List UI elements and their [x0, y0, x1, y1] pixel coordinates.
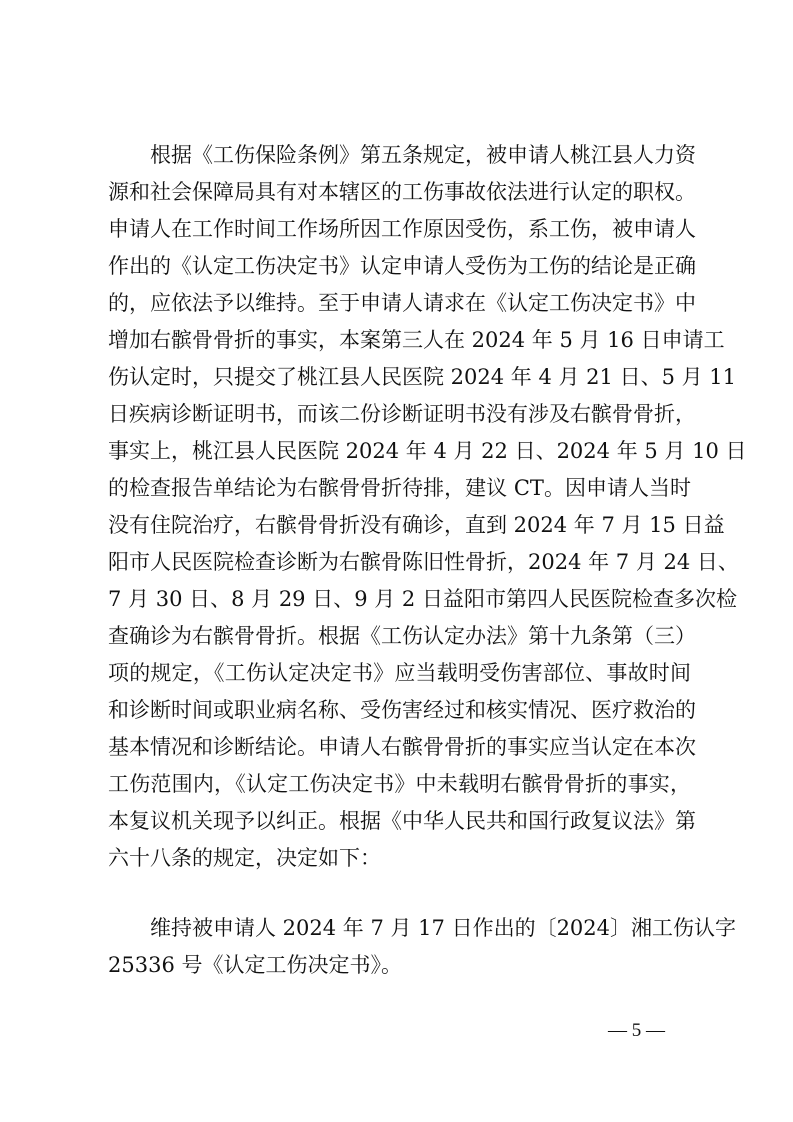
text-line: 工伤范围内，《认定工伤决定书》中未载明右髌骨骨折的事实，	[108, 772, 691, 796]
text-line: 申请人在工作时间工作场所因工作原因受伤，系工伤，被申请人	[108, 217, 696, 241]
text-line: 基本情况和诊断结论。申请人右髌骨骨折的事实应当认定在本次	[108, 735, 696, 759]
text-line: 增加右髌骨骨折的事实，本案第三人在 2024 年 5 月 16 日申请工	[108, 328, 725, 352]
text-line: 六十八条的规定，决定如下：	[108, 846, 381, 870]
text-line: 事实上，桃江县人民医院 2024 年 4 月 22 日、2024 年 5 月 10 日	[108, 439, 747, 463]
text-line: 的，应依法予以维持。至于申请人请求在《认定工伤决定书》中	[108, 291, 696, 315]
text-line: 和诊断时间或职业病名称、受伤害经过和核实情况、医疗救治的	[108, 698, 696, 722]
text-line: 根据《工伤保险条例》第五条规定，被申请人桃江县人力资	[150, 143, 696, 167]
text-line: 伤认定时，只提交了桃江县人民医院 2024 年 4 月 21 日、5 月 11	[108, 365, 737, 389]
text-line: 7 月 30 日、8 月 29 日、9 月 2 日益阳市第四人民医院检查多次检	[108, 587, 737, 611]
text-line: 本复议机关现予以纠正。根据《中华人民共和国行政复议法》第	[108, 809, 696, 833]
text-line: 没有住院治疗，右髌骨骨折没有确诊，直到 2024 年 7 月 15 日益	[108, 513, 725, 537]
text-line: 查确诊为右髌骨骨折。根据《工伤认定办法》第十九条第（三）	[108, 624, 696, 648]
text-line: 作出的《认定工伤决定书》认定申请人受伤为工伤的结论是正确	[108, 254, 696, 278]
text-line: 源和社会保障局具有对本辖区的工伤事故依法进行认定的职权。	[108, 180, 696, 204]
text-line: 阳市人民医院检查诊断为右髌骨陈旧性骨折，2024 年 7 月 24 日、	[108, 550, 739, 574]
text-line: 维持被申请人 2024 年 7 月 17 日作出的〔2024〕湘工伤认字	[150, 916, 737, 940]
page-number: — 5 —	[608, 1020, 665, 1041]
text-line: 项的规定，《工伤认定决定书》应当载明受伤害部位、事故时间	[108, 661, 691, 685]
text-line: 25336 号《认定工伤决定书》。	[108, 953, 402, 977]
text-line: 日疾病诊断证明书，而该二份诊断证明书没有涉及右髌骨骨折，	[108, 402, 696, 426]
text-line: 的检查报告单结论为右髌骨骨折待排，建议 CT。因申请人当时	[108, 476, 691, 500]
